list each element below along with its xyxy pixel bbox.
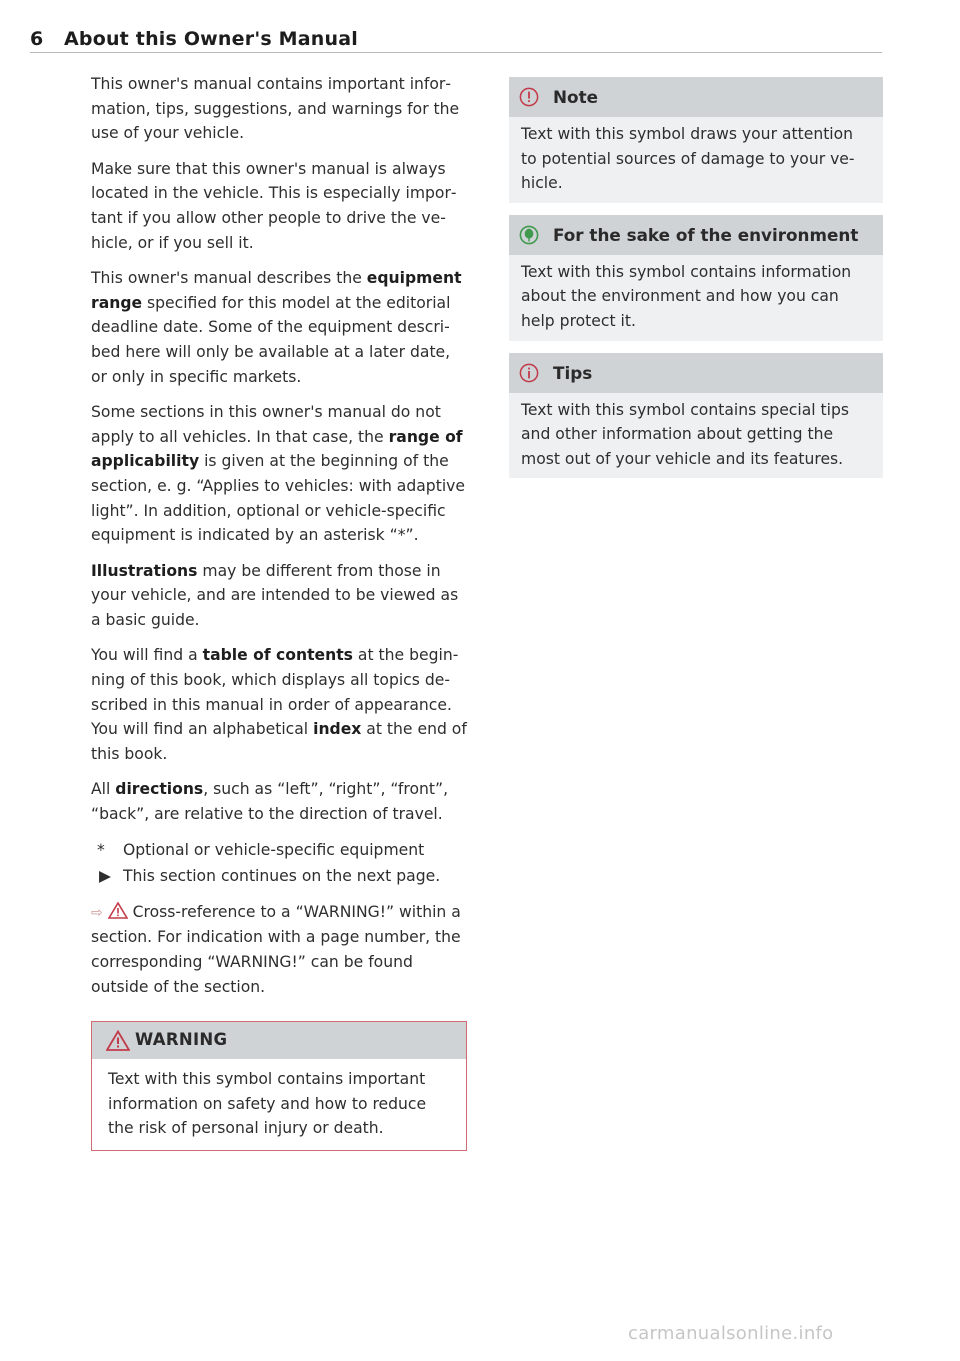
note-text: Text with this symbol draws your attention to potential sources of damage to your vehicle. bbox=[509, 117, 883, 203]
body-paragraph bbox=[91, 400, 469, 548]
note-label: Note bbox=[553, 87, 598, 107]
note-icon bbox=[519, 87, 539, 107]
paragraph-text: at the beginning of this book, which displays all topics described in this manual in order of appearance. You will find an alphabetical bbox=[91, 646, 459, 739]
bold-term: table of contents bbox=[202, 646, 353, 665]
warning-header bbox=[92, 1022, 466, 1059]
paragraph-text: All bbox=[91, 780, 116, 799]
environment-header bbox=[509, 215, 883, 255]
right-column bbox=[509, 77, 883, 490]
bold-term: directions bbox=[115, 780, 204, 799]
body-paragraph bbox=[91, 72, 469, 146]
header-divider bbox=[30, 52, 882, 53]
cross-reference-arrow-icon: ⇨ bbox=[91, 904, 103, 921]
body-paragraph bbox=[91, 777, 469, 826]
note-header bbox=[509, 77, 883, 117]
page-title: About this Owner's Manual bbox=[64, 28, 358, 50]
body-paragraph bbox=[91, 157, 469, 255]
warning-box bbox=[91, 1021, 467, 1151]
legend-asterisk bbox=[91, 838, 469, 863]
bold-term: range of applicability bbox=[91, 427, 463, 471]
body-paragraph bbox=[91, 643, 469, 766]
legend-continue-text: This section continues on the next page. bbox=[123, 867, 441, 886]
left-column bbox=[91, 72, 469, 1151]
environment-label: For the sake of the environment bbox=[553, 224, 859, 245]
page-number: 6 bbox=[30, 28, 44, 50]
cross-reference-text bbox=[91, 900, 469, 999]
asterisk-symbol: * bbox=[97, 840, 105, 859]
bold-term: Illustrations bbox=[91, 561, 198, 580]
paragraph-text: Some sections in this owner's manual do not apply to all vehicles. In that case, the bbox=[91, 403, 441, 446]
body-paragraph bbox=[91, 266, 469, 389]
note-box bbox=[509, 77, 883, 203]
continue-arrow-icon: ▶ bbox=[99, 867, 111, 886]
intro-paragraphs bbox=[91, 72, 469, 827]
environment-icon bbox=[519, 225, 539, 245]
tips-icon bbox=[519, 363, 539, 383]
paragraph-text: This owner's manual contains important information, tips, suggestions, and warnings for the use of your vehicle. bbox=[91, 75, 460, 143]
warning-text: Text with this symbol contains important information on safety and how to reduce the risk of personal injury or death. bbox=[92, 1059, 466, 1150]
legend-asterisk-text: Optional or vehicle-specific equipment bbox=[123, 840, 425, 859]
paragraph-text: specified for this model at the editorial deadline date. Some of the equipment described here will only be available at a later date, or only in specific markets. bbox=[91, 293, 451, 386]
warning-triangle-icon bbox=[108, 902, 128, 919]
paragraph-text: This owner's manual describes the bbox=[91, 269, 367, 288]
paragraph-text: , such as “left”, “right”, “front”, “back”, are relative to the direction of travel. bbox=[91, 780, 449, 824]
tips-text: Text with this symbol contains special tips and other information about getting the most out of your vehicle and its features. bbox=[509, 393, 883, 479]
environment-text: Text with this symbol contains information about the environment and how you can help protect it. bbox=[509, 255, 883, 341]
environment-box bbox=[509, 215, 883, 341]
body-paragraph bbox=[91, 559, 469, 633]
watermark: carmanualsonline.info bbox=[628, 1323, 834, 1344]
warning-label: WARNING bbox=[135, 1030, 228, 1050]
tips-header bbox=[509, 353, 883, 393]
paragraph-text: You will find a bbox=[91, 646, 203, 665]
paragraph-text: is given at the beginning of the section, e. g. “Applies to vehicles: with adaptive light”. In addition, optional or vehicle-specific equipment is indicated by an asterisk “*”. bbox=[91, 452, 465, 545]
cross-reference-description: Cross-reference to a “WARNING!” within a section. For indication with a page number, the corresponding “WARNING!” can be found outside of the section. bbox=[91, 902, 461, 996]
tips-label: Tips bbox=[553, 362, 593, 383]
bold-term: index bbox=[313, 720, 362, 739]
paragraph-text: Make sure that this owner's manual is always located in the vehicle. This is especially important if you allow other people to drive the vehicle, or if you sell it. bbox=[91, 159, 457, 252]
bold-term: equipment range bbox=[91, 269, 462, 312]
tips-box bbox=[509, 353, 883, 479]
legend-continue bbox=[91, 864, 469, 889]
paragraph-text: at the end of this book. bbox=[91, 720, 467, 763]
paragraph-text: may be different from those in your vehicle, and are intended to be viewed as a basic guide. bbox=[91, 561, 459, 629]
warning-icon bbox=[106, 1030, 130, 1051]
